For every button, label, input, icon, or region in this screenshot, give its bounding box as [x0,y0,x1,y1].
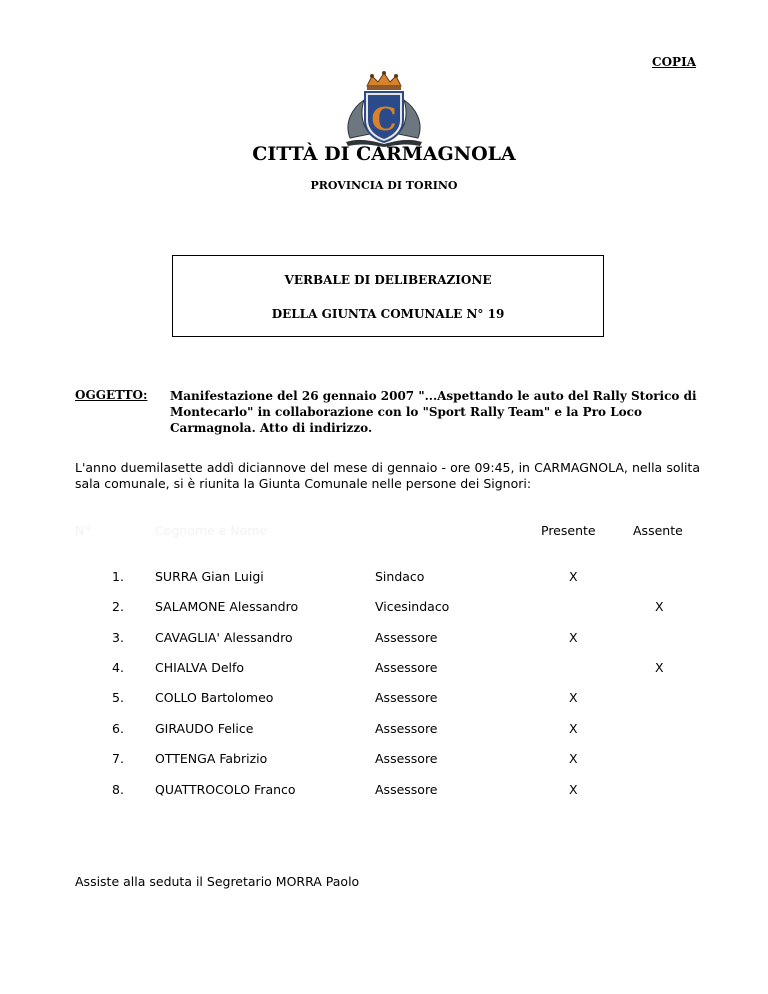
row-presente: X [569,782,578,797]
row-name: CAVAGLIA' Alessandro [155,630,293,645]
table-row [0,599,768,619]
header-name: Cognome e Nome [155,523,268,538]
row-presente: X [569,630,578,645]
provincia-name: PROVINCIA DI TORINO [310,179,458,192]
table-row [0,751,768,771]
row-role: Assessore [375,660,438,675]
row-role: Assessore [375,630,438,645]
row-presente: X [569,690,578,705]
table-row [0,569,768,589]
city-name: CITTÀ DI CARMAGNOLA [252,143,516,165]
row-name: CHIALVA Delfo [155,660,245,675]
row-number: 5. [112,690,124,705]
row-presente: X [569,569,578,584]
verbale-title: VERBALE DI DELIBERAZIONE [284,273,492,287]
row-number: 8. [112,782,124,797]
row-number: 3. [112,630,124,645]
row-number: 2. [112,599,124,614]
copia-label: COPIA [652,55,696,69]
row-presente: X [569,751,578,766]
row-role: Vicesindaco [375,599,450,614]
verbale-box [172,255,604,337]
row-number: 6. [112,721,124,736]
row-name: GIRAUDO Felice [155,721,254,736]
table-row [0,660,768,680]
row-presente: X [569,721,578,736]
assiste-text: Assiste alla seduta il Segretario MORRA Paolo [75,874,360,889]
row-number: 4. [112,660,124,675]
row-number: 1. [112,569,124,584]
row-role: Sindaco [375,569,425,584]
row-name: SALAMONE Alessandro [155,599,299,614]
header-num: N° [75,523,91,538]
table-row [0,782,768,802]
table-row [0,690,768,710]
row-role: Assessore [375,721,438,736]
row-role: Assessore [375,782,438,797]
row-number: 7. [112,751,124,766]
table-row [0,721,768,741]
header-assente: Assente [633,523,683,538]
oggetto-text: Manifestazione del 26 gennaio 2007 "...Aspettando le auto del Rally Storico di Montecarlo" in collaborazione con lo "Sport Rally Team" e la Pro Loco Carmagnola. Atto di indirizzo. [170,389,697,435]
row-name: QUATTROCOLO Franco [155,782,296,797]
crest-letter: C [371,100,397,138]
table-row [0,630,768,650]
row-name: SURRA Gian Luigi [155,569,264,584]
row-assente: X [655,599,664,614]
verbale-number: DELLA GIUNTA COMUNALE N° 19 [271,307,505,321]
row-name: COLLO Bartolomeo [155,690,274,705]
header-presente: Presente [541,523,596,538]
row-assente: X [655,660,664,675]
row-role: Assessore [375,751,438,766]
city-crest-icon [340,68,428,148]
row-name: OTTENGA Fabrizio [155,751,268,766]
row-role: Assessore [375,690,438,705]
oggetto-label: OGGETTO: [75,388,148,402]
intro-paragraph: L'anno duemilasette addì diciannove del mese di gennaio - ore 09:45, in CARMAGNOLA, nella solita sala comunale, si è riunita la Giunta Comunale nelle persone dei Signori: [75,460,700,491]
